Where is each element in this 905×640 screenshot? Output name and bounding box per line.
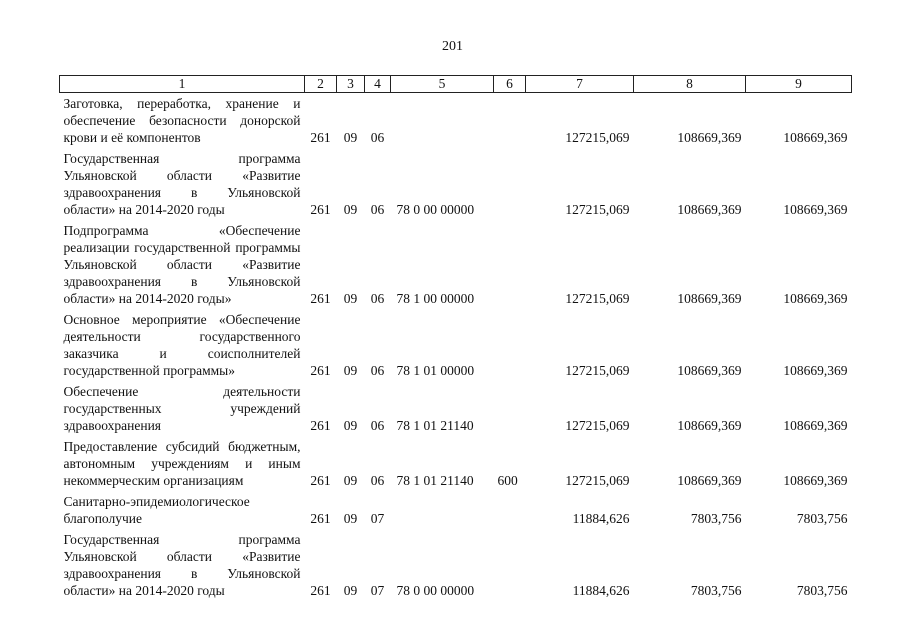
row-name: Санитарно-эпидемиологическое благополучие [63,494,250,526]
amount-year-3: 108669,369 [783,363,848,378]
row-name: Государственная программа Ульяновской области «Развитие здравоохранения в Ульяновской области» на 2014-2020 годы [63,151,301,217]
amount-year-1: 11884,626 [572,511,630,526]
table-row [60,148,852,220]
section-code: 09 [343,130,358,145]
header-col-1: 1 [60,76,305,93]
header-col-6: 6 [494,76,526,93]
table-row [60,220,852,309]
table-row [60,381,852,436]
amount-year-2: 7803,756 [690,583,742,598]
amount-year-3: 108669,369 [783,291,848,306]
amount-year-2: 7803,756 [690,511,742,526]
subsection-code: 07 [370,583,385,598]
budget-table [59,75,852,601]
header-col-7: 7 [526,76,634,93]
expense-type-code [494,93,526,149]
row-name: Основное мероприятие «Обеспечение деятельности государственного заказчика и соисполнителей государственной программы» [63,312,301,378]
subsection-code: 06 [370,291,385,306]
subsection-code: 06 [370,130,385,145]
ministry-code: 261 [310,418,331,433]
amount-year-2: 108669,369 [677,130,742,145]
expense-type-code [494,381,526,436]
header-col-3: 3 [337,76,365,93]
target-article-code [391,491,494,529]
target-article-code [391,93,494,149]
section-code: 09 [343,291,358,306]
amount-year-2: 108669,369 [677,202,742,217]
amount-year-1: 127215,069 [565,291,630,306]
row-name: Заготовка, переработка, хранение и обеспечение безопасности донорской крови и её компонентов [63,96,301,145]
ministry-code: 261 [310,473,331,488]
target-article-code: 78 0 00 00000 [396,202,475,217]
amount-year-1: 127215,069 [565,473,630,488]
amount-year-1: 127215,069 [565,418,630,433]
row-name: Государственная программа Ульяновской области «Развитие здравоохранения в Ульяновской области» на 2014-2020 годы [63,532,301,598]
header-col-2: 2 [305,76,337,93]
expense-type-code [494,220,526,309]
amount-year-3: 108669,369 [783,202,848,217]
amount-year-3: 108669,369 [783,130,848,145]
ministry-code: 261 [310,130,331,145]
amount-year-1: 127215,069 [565,130,630,145]
section-code: 09 [343,202,358,217]
section-code: 09 [343,418,358,433]
amount-year-2: 108669,369 [677,363,742,378]
ministry-code: 261 [310,511,331,526]
subsection-code: 06 [370,418,385,433]
subsection-code: 06 [370,363,385,378]
section-code: 09 [343,511,358,526]
ministry-code: 261 [310,202,331,217]
header-col-5: 5 [391,76,494,93]
table-row [60,529,852,601]
expense-type-code [494,529,526,601]
row-name: Подпрограмма «Обеспечение реализации государственной программы Ульяновской области «Развитие здравоохранения в Ульяновской области» на 2014-2020 годы» [63,223,301,306]
subsection-code: 07 [370,511,385,526]
page-number: 201 [442,39,463,54]
target-article-code: 78 1 01 00000 [396,363,475,378]
amount-year-3: 108669,369 [783,473,848,488]
target-article-code: 78 1 01 21140 [396,473,474,488]
amount-year-3: 7803,756 [796,583,848,598]
amount-year-2: 108669,369 [677,291,742,306]
row-name: Обеспечение деятельности государственных учреждений здравоохранения [63,384,301,433]
header-col-9: 9 [746,76,852,93]
header-row [60,76,852,93]
table-row [60,436,852,491]
target-article-code: 78 1 00 00000 [396,291,475,306]
table-row [60,491,852,529]
section-code: 09 [343,363,358,378]
section-code: 09 [343,583,358,598]
target-article-code: 78 0 00 00000 [396,583,475,598]
section-code: 09 [343,473,358,488]
ministry-code: 261 [310,291,331,306]
row-name: Предоставление субсидий бюджетным, автономным учреждениям и иным некоммерческим организациям [63,439,301,488]
amount-year-2: 108669,369 [677,418,742,433]
table-row [60,309,852,381]
subsection-code: 06 [370,473,385,488]
expense-type-code [494,491,526,529]
subsection-code: 06 [370,202,385,217]
amount-year-1: 127215,069 [565,363,630,378]
expense-type-code [494,309,526,381]
header-col-4: 4 [365,76,391,93]
amount-year-1: 127215,069 [565,202,630,217]
ministry-code: 261 [310,363,331,378]
target-article-code: 78 1 01 21140 [396,418,474,433]
ministry-code: 261 [310,583,331,598]
amount-year-3: 108669,369 [783,418,848,433]
amount-year-3: 7803,756 [796,511,848,526]
table-row [60,93,852,149]
amount-year-2: 108669,369 [677,473,742,488]
amount-year-1: 11884,626 [572,583,630,598]
expense-type-code [494,148,526,220]
expense-type-code: 600 [497,473,518,488]
header-col-8: 8 [634,76,746,93]
